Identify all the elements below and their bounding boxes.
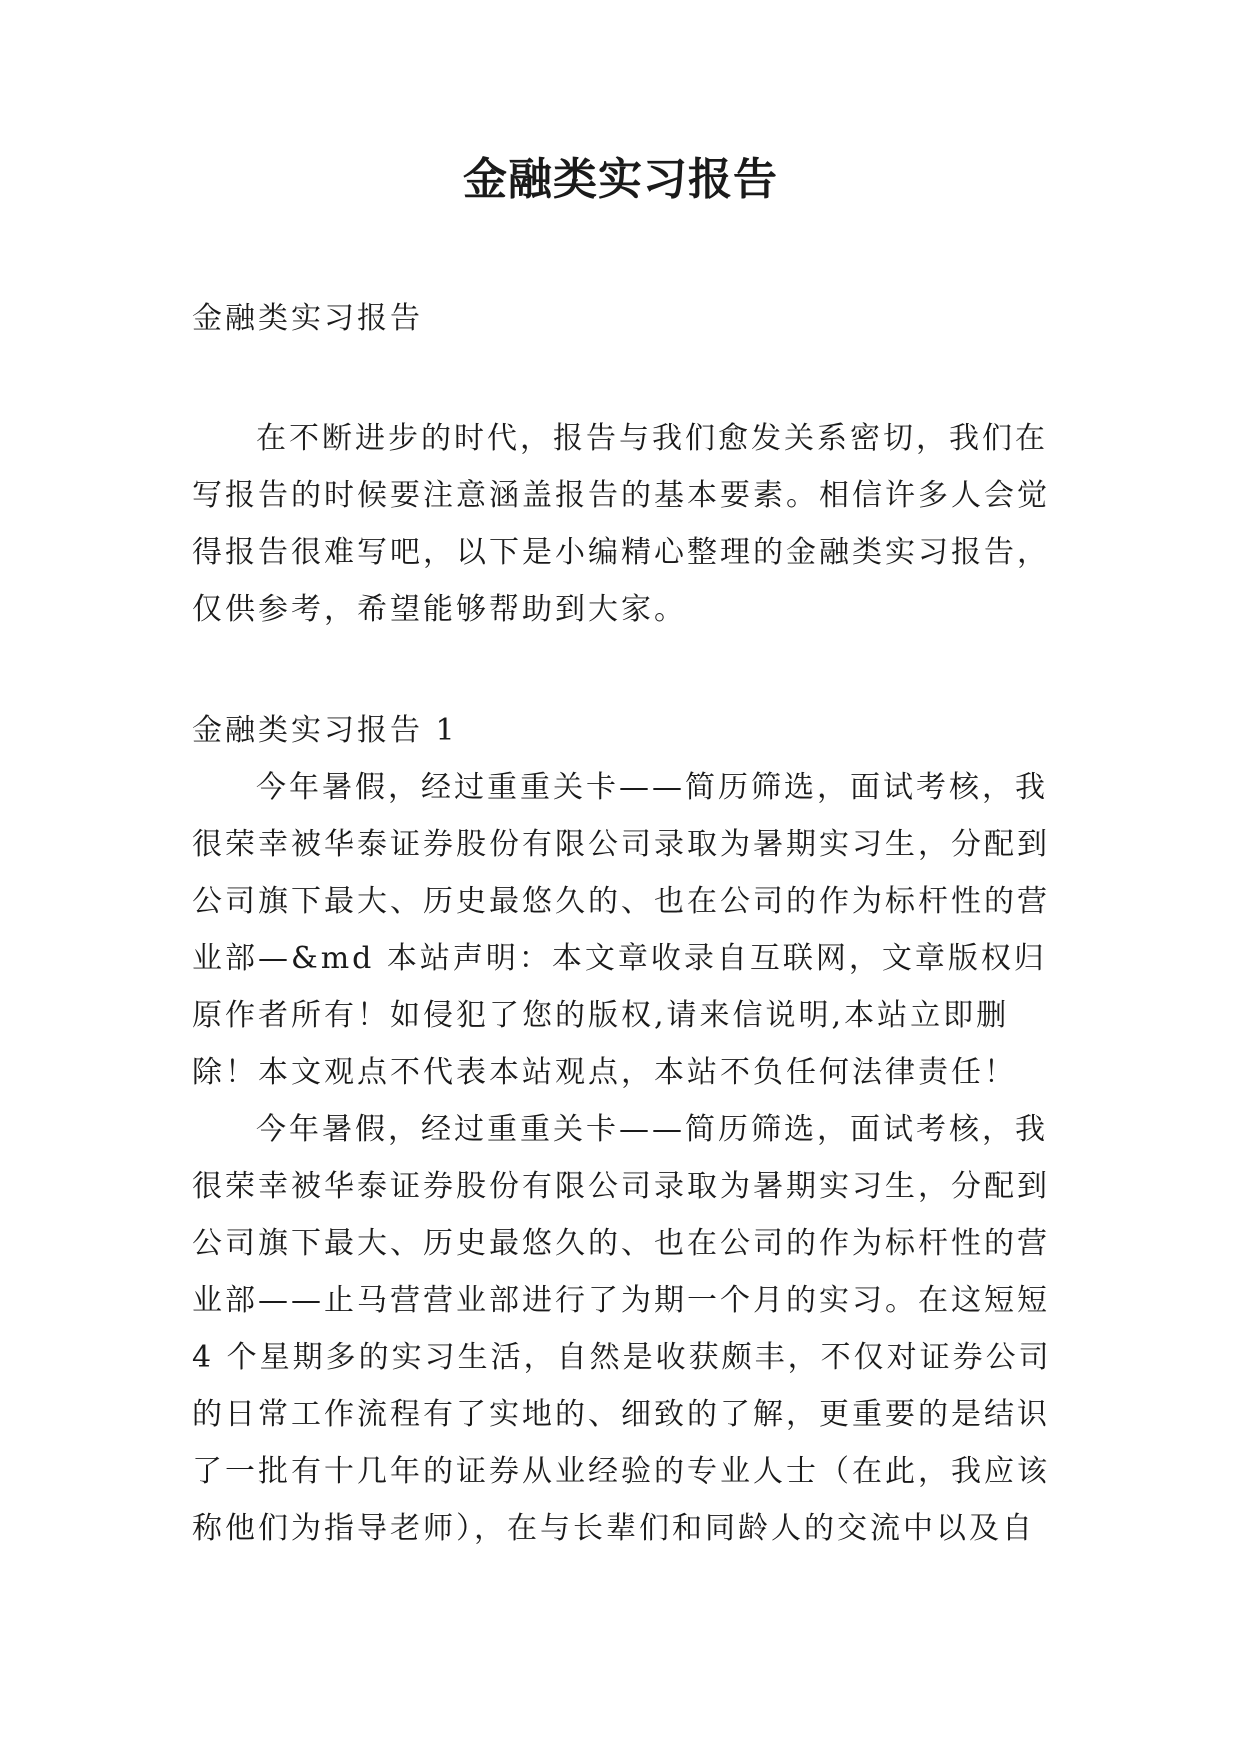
document-subtitle: 金融类实习报告 xyxy=(192,301,423,336)
body-paragraph-2: 今年暑假，经过重重关卡——简历筛选，面试考核，我很荣幸被华泰证券股份有限公司录取为暑期实习生，分配到公司旗下最大、历史最悠久的、也在公司的作为标杆性的营业部——止马营营业部进行了为期一个月的实习。在这短短 4 个星期多的实习生活，自然是收获颇丰，不仅对证券公司的日常工作流程有了实地的、细致的了解，更重要的是结识了一批有十几年的证券从业经验的专业人士（在此，我应该称他们为指导老师），在与长辈们和同龄人的交流中以及自 xyxy=(192,1112,1052,1546)
body-paragraph-1: 今年暑假，经过重重关卡——简历筛选，面试考核，我很荣幸被华泰证券股份有限公司录取为暑期实习生，分配到公司旗下最大、历史最悠久的、也在公司的作为标杆性的营业部—&md 本站声明：本文章收录自互联网，文章版权归原作者所有！如侵犯了您的版权,请来信说明,本站立即删除！本文观点不代表本站观点，本站不负任何法律责任！ xyxy=(192,770,1050,1090)
section-heading: 金融类实习报告 1 xyxy=(192,713,458,748)
intro-paragraph: 在不断进步的时代，报告与我们愈发关系密切，我们在写报告的时候要注意涵盖报告的基本要素。相信许多人会觉得报告很难写吧，以下是小编精心整理的金融类实习报告，仅供参考，希望能够帮助到大家。 xyxy=(192,421,1050,627)
document-title: 金融类实习报告 xyxy=(463,154,778,205)
